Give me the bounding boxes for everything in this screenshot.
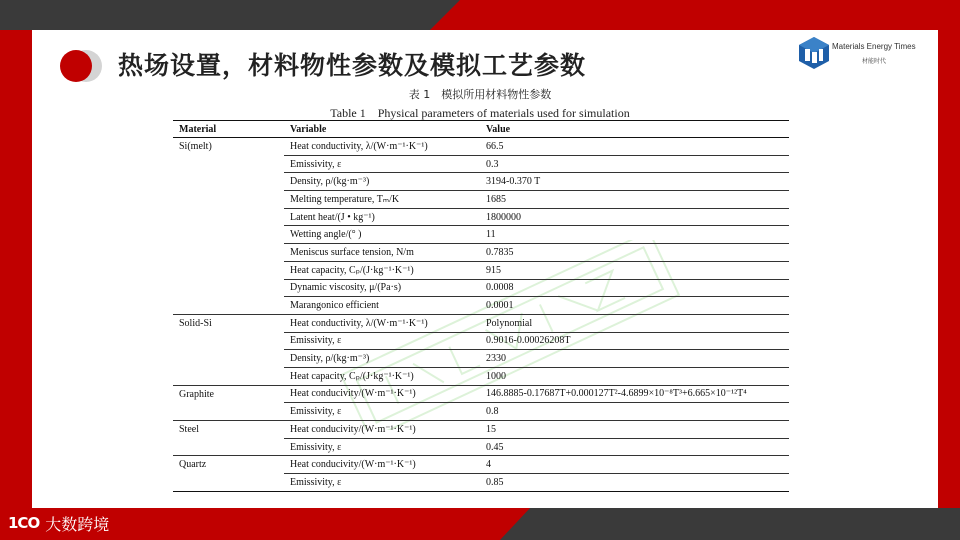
cell-variable: Marangonico efficient	[284, 297, 480, 315]
table-row	[173, 403, 789, 421]
cell-material: Solid-Si	[179, 317, 212, 329]
physical-parameters-table	[173, 120, 789, 492]
table-row	[173, 279, 789, 297]
cell-variable: Heat conductivity, λ/(W·m⁻¹·K⁻¹)	[284, 138, 480, 156]
table-row	[173, 297, 789, 315]
table-caption-cn: 表 1 模拟所用材料物性参数	[408, 88, 552, 101]
cell-value: 3194-0.370 T	[480, 173, 789, 191]
cell-material	[173, 279, 284, 297]
cell-material	[173, 226, 284, 244]
brand-cube-icon	[798, 36, 830, 70]
cell-material	[173, 155, 284, 173]
cell-value: 0.45	[480, 438, 789, 456]
cell-material	[173, 297, 284, 315]
cell-variable: Density, ρ/(kg·m⁻³)	[284, 350, 480, 368]
table-row	[173, 191, 789, 209]
brand-logo	[798, 36, 928, 76]
table-row	[173, 385, 789, 403]
cell-variable: Density, ρ/(kg·m⁻³)	[284, 173, 480, 191]
cell-variable: Heat conducivity/(W·m⁻¹·K⁻¹)	[284, 385, 480, 403]
cell-variable: Heat capacity, Cₚ/(J·kg⁻¹·K⁻¹)	[284, 261, 480, 279]
cell-material	[173, 403, 284, 421]
cell-material: Steel	[179, 424, 199, 436]
header-material: Material	[173, 121, 284, 138]
table-row	[173, 244, 789, 262]
cell-material	[173, 208, 284, 226]
cell-value: 1800000	[480, 208, 789, 226]
footer-brand	[8, 512, 109, 534]
cell-variable: Heat conducivity/(W·m⁻¹·K⁻¹)	[284, 421, 480, 439]
table-row	[173, 456, 789, 474]
cell-value: 0.7835	[480, 244, 789, 262]
cell-value: Polynomial	[480, 314, 789, 332]
cell-value: 2330	[480, 350, 789, 368]
cell-material	[173, 332, 284, 350]
cell-value: 4	[480, 456, 789, 474]
table-caption-en: Table 1 Physical parameters of materials used for simulation	[330, 106, 630, 120]
table-row	[173, 474, 789, 492]
table-row	[173, 226, 789, 244]
cell-value: 0.9016-0.00026208T	[480, 332, 789, 350]
table-row	[173, 155, 789, 173]
cell-value: 0.8	[480, 403, 789, 421]
cell-material: Quartz	[179, 459, 207, 471]
slide-title: 热场设置，材料物性参数及模拟工艺参数	[118, 51, 587, 80]
cell-variable: Latent heat/(J • kg⁻¹)	[284, 208, 480, 226]
cell-material	[173, 244, 284, 262]
header-value: Value	[480, 121, 789, 138]
table-row	[173, 438, 789, 456]
cell-variable: Meniscus surface tension, N/m	[284, 244, 480, 262]
cell-material	[173, 438, 284, 456]
header-variable: Variable	[284, 121, 480, 138]
footer-brand-glyph: 1CO	[8, 514, 40, 532]
cell-material	[173, 261, 284, 279]
cell-value: 66.5	[480, 138, 789, 156]
cell-variable: Heat capacity, Cₚ/(J·kg⁻¹·K⁻¹)	[284, 367, 480, 385]
cell-value: 1685	[480, 191, 789, 209]
table-row	[173, 314, 789, 332]
table-row	[173, 367, 789, 385]
table-row	[173, 261, 789, 279]
cell-value: 11	[480, 226, 789, 244]
cell-material	[173, 367, 284, 385]
cell-value: 146.8885-0.17687T+0.000127T²-4.6899×10⁻⁸T³+6.665×10⁻¹²T⁴	[480, 385, 789, 403]
cell-variable: Melting temperature, Tₘ/K	[284, 191, 480, 209]
cell-material	[173, 350, 284, 368]
cell-variable: Emissivity, ε	[284, 403, 480, 421]
cell-material	[173, 173, 284, 191]
table-row	[173, 421, 789, 439]
cell-variable: Emissivity, ε	[284, 474, 480, 492]
cell-material	[173, 191, 284, 209]
brand-name-cn: 材能时代	[862, 58, 887, 65]
cell-value: 15	[480, 421, 789, 439]
cell-material: Graphite	[179, 388, 214, 400]
table-row	[173, 332, 789, 350]
title-bullet-icon	[60, 50, 104, 82]
cell-variable: Emissivity, ε	[284, 332, 480, 350]
cell-variable: Emissivity, ε	[284, 155, 480, 173]
cell-variable: Heat conductivity, λ/(W·m⁻¹·K⁻¹)	[284, 314, 480, 332]
table-header-row	[173, 121, 789, 138]
cell-value: 1000	[480, 367, 789, 385]
cell-value: 0.0001	[480, 297, 789, 315]
table-row	[173, 208, 789, 226]
cell-variable: Emissivity, ε	[284, 438, 480, 456]
cell-variable: Dynamic viscosity, μ/(Pa·s)	[284, 279, 480, 297]
table-row	[173, 138, 789, 156]
table-row	[173, 173, 789, 191]
cell-value: 0.3	[480, 155, 789, 173]
brand-name-en: Materials Energy Times	[832, 42, 916, 51]
cell-material	[173, 474, 284, 492]
cell-value: 0.85	[480, 474, 789, 492]
cell-material: Si(melt)	[179, 141, 212, 153]
cell-variable: Heat conducivity/(W·m⁻¹·K⁻¹)	[284, 456, 480, 474]
cell-value: 0.0008	[480, 279, 789, 297]
footer-brand-text: 大数跨境	[45, 514, 110, 534]
cell-variable: Wetting angle/(° )	[284, 226, 480, 244]
cell-value: 915	[480, 261, 789, 279]
table-row	[173, 350, 789, 368]
